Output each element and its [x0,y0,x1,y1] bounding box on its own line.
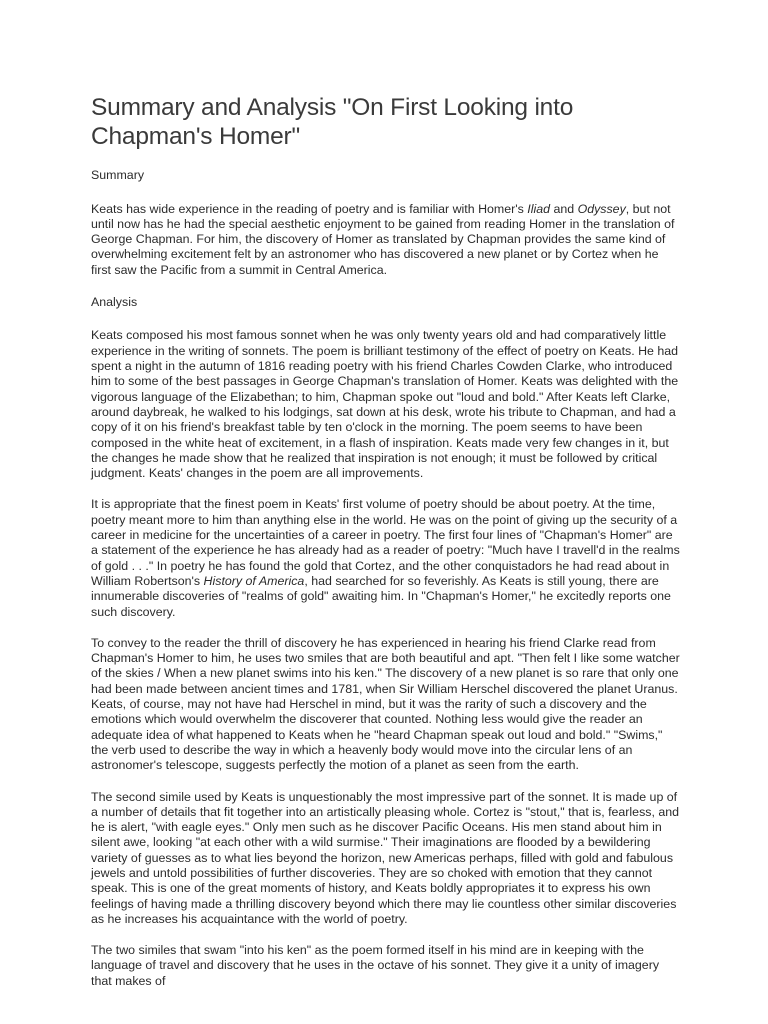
summary-paragraph [91,202,681,278]
summary-text-2: and [550,201,578,216]
analysis-paragraph-2 [91,497,681,619]
document-page [91,93,681,989]
analysis-paragraph-5: The two similes that swam "into his ken" as the poem formed itself in his mind are in keeping with the language of travel and discovery that he uses in the octave of his sonnet. They give it a unity of imagery that makes of [91,943,660,988]
analysis-heading: Analysis [91,294,138,309]
analysis-paragraph-1: Keats composed his most famous sonnet when he was only twenty years old and had comparatively little experience in the writing of sonnets. The poem is brilliant testimony of the effect of poetry on Keats. He had spent a night in the autumn of 1816 reading poetry with his friend Charles Cowden Clarke, who introduced him to some of the best passages in George Chapman's translation of Homer. Keats was delighted with the vigorous language of the Elizabethan; to him, Chapman spoke out "loud and bold." After Keats left Clarke, around daybreak, he walked to his lodgings, sat down at his desk, wrote his tribute to Chapman, and had a copy of it on his friend's breakfast table by ten o'clock in the morning. The poem seems to have been composed in the white heat of excitement, in a flash of inspiration. Keats made very few changes in it, but the changes he made show that he realized that inspiration is not enough; it must be followed by critical judgment. Keats' changes in the poem are all improvements. [91,328,679,481]
analysis-p2-text-1: It is appropriate that the finest poem in Keats' first volume of poetry should be about poetry. At the time, poetry meant more to him than anything else in the world. He was on the point of giving up the security of a career in medicine for the uncertainties of a career in poetry. The first four lines of "Chapman's Homer" are a statement of the experience he has already had as a reader of poetry: "Much have I travell'd in the realms of gold . . ." In poetry he has found the gold that Cortez, and the other conquistadors he had read about in William Robertson's [91,497,680,588]
summary-text-3: , but not until now has he had the special aesthetic enjoyment to be gained from reading Homer in the translation of George Chapman. For him, the discovery of Homer as translated by Chapman provides the same kind of overwhelming excitement felt by an astronomer who has discovered a new planet or by Cortez when he first saw the Pacific from a summit in Central America. [91,201,675,277]
odyssey-title: Odyssey [577,201,626,216]
summary-text-1: Keats has wide experience in the reading of poetry and is familiar with Homer's [91,201,528,216]
analysis-paragraph-4: The second simile used by Keats is unquestionably the most impressive part of the sonnet. It is made up of a number of details that fit together into an artistically pleasing whole. Cortez is "stout," that is, fearless, and he is alert, "with eagle eyes." Only men such as he discover Pacific Oceans. His men stand about him in silent awe, looking "at each other with a wild surmise." Their imaginations are flooded by a bewildering variety of guesses as to what lies beyond the horizon, new Americas perhaps, filled with gold and fabulous jewels and untold possibilities of further discoveries. They are so choked with emotion that they cannot speak. This is one of the great moments of history, and Keats boldly appropriates it to express his own feelings of having made a thrilling discovery beyond which there may lie countless other similar discoveries as he increases his acquaintance with the world of poetry. [91,789,680,926]
history-of-america-title: History of America [203,573,305,588]
analysis-paragraph-3: To convey to the reader the thrill of discovery he has experienced in hearing his friend Clarke read from Chapman's Homer to him, he uses two smiles that are both beautiful and apt. "Then felt I like some watcher of the skies / When a new planet swims into his ken." The discovery of a new planet is so rare that only one had been made between ancient times and 1781, when Sir William Herschel discovered the planet Uranus. Keats, of course, may not have had Herschel in mind, but it was the rarity of such a discovery and the emotions which would overwhelm the discoverer that counted. Nothing less would give the reader an adequate idea of what happened to Keats when he "heard Chapman speak out loud and bold." "Swims," the verb used to describe the way in which a heavenly body would move into the circular lens of an astronomer's telescope, suggests perfectly the motion of a planet as seen from the earth. [91,635,680,773]
iliad-title: Iliad [527,201,550,216]
summary-heading: Summary [91,168,145,182]
page-title: Summary and Analysis "On First Looking into Chapman's Homer" [91,94,574,150]
analysis-p2-text-2: , had searched for so feverishly. As Keats is still young, there are innumerable discoveries of "realms of gold" awaiting him. In "Chapman's Homer," he excitedly reports one such discovery. [91,573,671,619]
